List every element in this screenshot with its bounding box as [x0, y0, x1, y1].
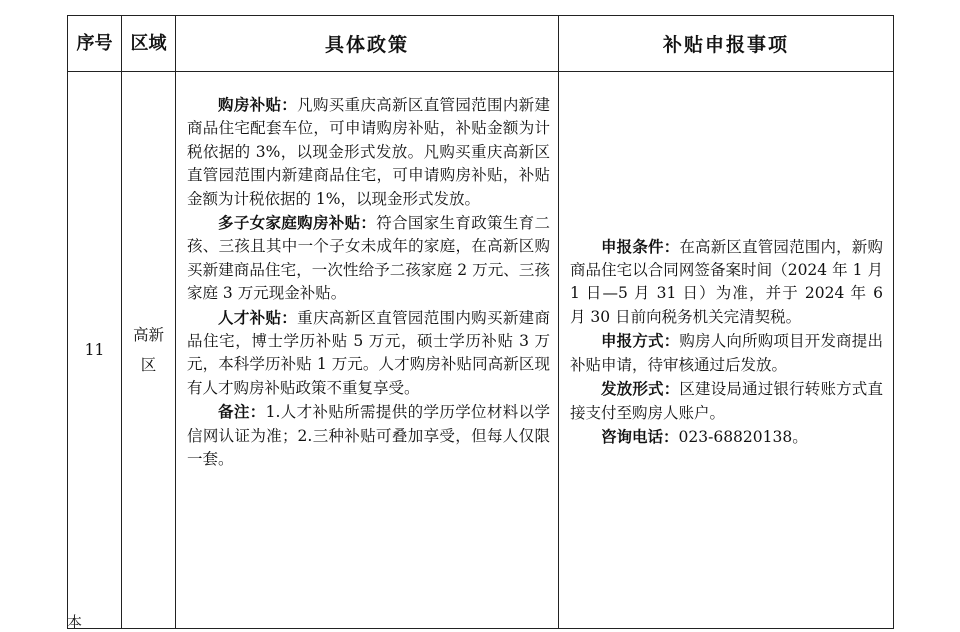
policy-title: 购房补贴： — [218, 95, 298, 114]
report-text: 区建设局通过银行转账方式直接支付至购房人账户。 — [570, 380, 883, 422]
header-report: 补贴申报事项 — [559, 16, 894, 72]
policy-text: 重庆高新区直管园范围内购买新建商品住宅，博士学历补贴 5 万元，硕士学历补贴 3 万元，本科学历补贴 1 万元。人才购房补贴同高新区现有人才购房补贴政策不重复享受。 — [187, 308, 550, 397]
policy-paragraph — [187, 400, 550, 471]
policy-title: 多子女家庭购房补贴： — [218, 213, 377, 233]
policy-title: 备注： — [218, 402, 266, 422]
policy-paragraph — [187, 93, 550, 211]
report-text: 在高新区直管园范围内，新购商品住宅以合同网签备案时间（2024 年 1 月 1 日—5 月 31 日）为准，并于 2024 年 6 月 30 日前向税务机关完清契税。 — [570, 237, 883, 326]
header-index: 序号 — [68, 16, 122, 72]
report-title: 申报方式： — [601, 331, 680, 351]
cut-off-footer-text: 本 — [67, 613, 83, 631]
policy-table — [67, 15, 894, 629]
report-title: 咨询电话： — [601, 426, 679, 446]
policy-text: 凡购买重庆高新区直管园范围内新建商品住宅配套车位，可申请购房补贴，补贴金额为计税依据的 3%，以现金形式发放。凡购买重庆高新区直管园范围内新建商品住宅，可申请购房补贴，补贴金额为计税依据的 1%，以现金形式发放。 — [187, 96, 550, 208]
policy-paragraph — [187, 306, 550, 401]
header-region: 区域 — [122, 16, 176, 72]
report-title: 发放形式： — [601, 379, 680, 399]
cell-region — [122, 72, 176, 629]
report-paragraph — [570, 377, 883, 425]
report-text: 023-68820138。 — [678, 427, 808, 446]
policy-text: 1.人才补贴所需提供的学历学位材料以学信网认证为准；2.三种补贴可叠加享受，但每人仅限一套。 — [187, 403, 550, 469]
report-paragraph — [570, 329, 883, 377]
policy-text: 符合国家生育政策生育二孩、三孩且其中一个子女未成年的家庭，在高新区购买新建商品住宅，一次性给予二孩家庭 2 万元、三孩家庭 3 万元现金补贴。 — [187, 214, 550, 303]
cell-policy — [176, 72, 559, 629]
table-header-row — [68, 16, 894, 72]
report-paragraph — [570, 425, 883, 449]
report-text: 购房人向所购项目开发商提出补贴申请，待审核通过后发放。 — [570, 332, 883, 374]
report-title: 申报条件： — [601, 236, 680, 256]
cell-report — [559, 72, 894, 629]
policy-title: 人才补贴： — [218, 307, 298, 327]
header-policy: 具体政策 — [176, 16, 559, 72]
cell-index: 11 — [68, 72, 122, 629]
policy-paragraph — [187, 211, 550, 306]
table-row — [68, 72, 894, 629]
report-paragraph — [570, 235, 883, 330]
region-text: 高新区 — [132, 326, 164, 374]
